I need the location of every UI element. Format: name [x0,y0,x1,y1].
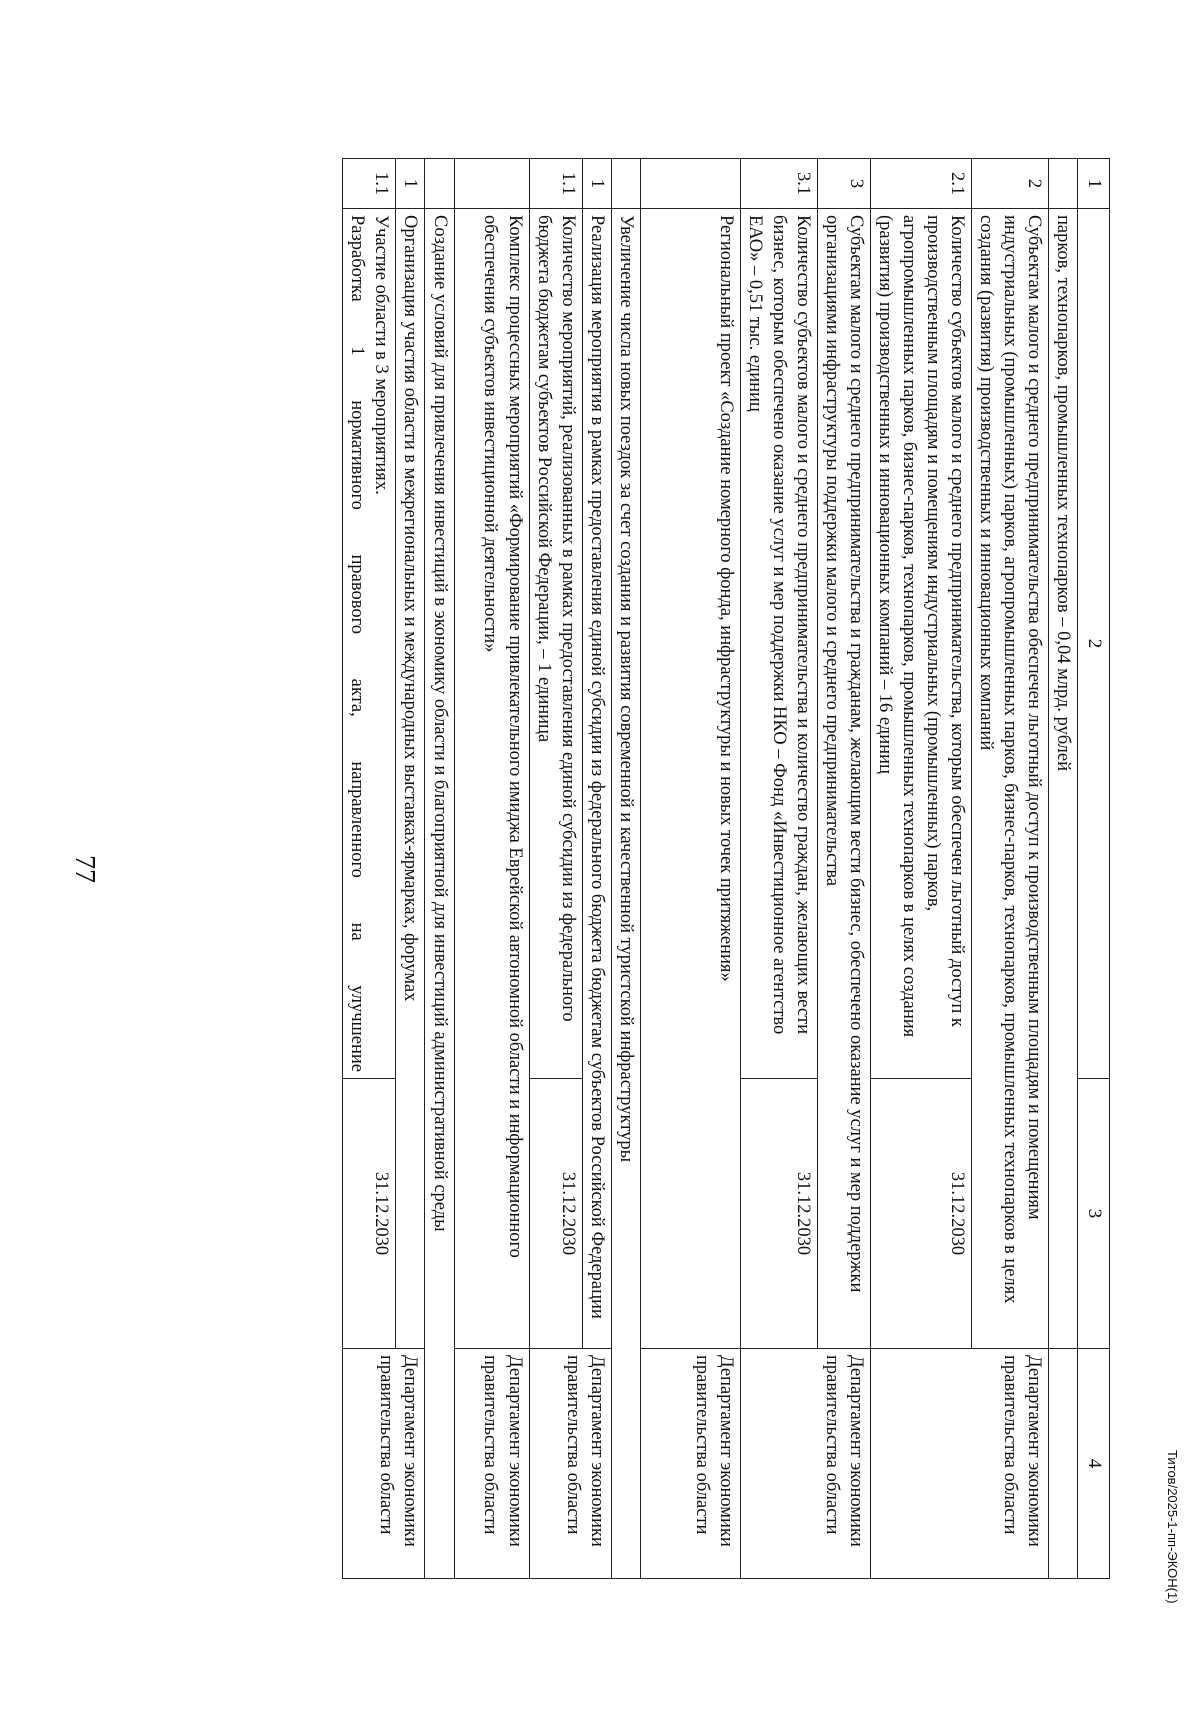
row-date: 31.12.2030 [870,1079,971,1349]
table-row [1049,159,1078,1579]
row-department: Департамент экономики правительства области [343,1349,425,1579]
row-text-line: Участие области в 3 мероприятиях. [371,215,392,495]
table-row [972,159,1049,1579]
regional-project-title: Региональный проект «Создание номерного фонда, инфраструктуры и новых точек притяжения» [640,209,740,1349]
process-complex-title: Комплекс процессных мероприятий «Формирование привлекательного имиджа Еврейской автономной области и информационного обеспечения субъектов инвестиционной деятельности» [454,209,529,1349]
row-text-cell [343,209,396,1079]
row-text: Реализация мероприятия в рамках предоставления единой субсидии из федерального бюджета бюджетам субъектов Российской Федерации [582,209,611,1349]
row-number: 3.1 [740,159,817,209]
section-row [425,159,454,1579]
table-row [817,159,870,1579]
header-col-4: 4 [1078,1349,1110,1579]
row-date: 31.12.2030 [740,1079,817,1349]
row-number: 3 [817,159,870,209]
row-text: Субъектам малого и среднего предпринимательства обеспечен льготный доступ к производственным площадям и помещениям индустриальных (промышленных) парков, агропромышленных парков, бизнес-парков, технопарков, промышленных технопарков в целях создания (развития) производственных и инновационных компаний [972,209,1049,1349]
row-text: Количество субъектов малого и среднего предпринимательства и количество граждан, желающих вести бизнес, которым обеспечено оказание услуг и мер поддержки НКО – Фонд «Инвестиционное агентство ЕАО» – 0,51 тыс. единиц [740,209,817,1079]
table-row [582,159,611,1579]
header-col-1: 1 [1078,159,1110,209]
row-text: Количество мероприятий, реализованных в рамках предоставления единой субсидии из федерального бюджета бюджетам субъектов Российской Федерации, – 1 единица [529,209,582,1079]
row-text-line: Разработка 1 нормативного правового акта, направленного на улучшение [347,215,368,1072]
section-row [611,159,640,1579]
row-text: Организация участия области в межрегиональных и международных выставках-ярмарках, форумах [396,209,425,1349]
row-department: Департамент экономики правительства области [740,1349,870,1579]
row-number: 2.1 [870,159,971,209]
section-title: Создание условий для привлечения инвестиций в экономику области и благоприятной для инвестиций административной среды [425,209,454,1579]
row-number: 1.1 [343,159,396,209]
table-row [454,159,529,1579]
document-code: Титов/2025-1-пп-ЭКОН(1) [1165,1450,1180,1604]
section-title: Увеличение числа новых поездок за счет создания и развития современной и качественной туристской инфраструктуры [611,209,640,1579]
row-department: Департамент экономики правительства области [529,1349,611,1579]
continuation-text: парков, технопарков, промышленных технопарков – 0,04 млрд. рублей [1049,209,1078,1349]
row-text: Субъектам малого и среднего предпринимательства и гражданам, желающим вести бизнес, обеспечено оказание услуг и мер поддержки организациями инфраструктуры поддержки малого и среднего предпринимательства [817,209,870,1349]
row-number: 1 [582,159,611,209]
page-number: 77 [69,855,100,883]
program-table [342,158,1110,1579]
header-col-3: 3 [1078,1079,1110,1349]
row-date: 31.12.2030 [343,1079,396,1349]
row-department: Департамент экономики правительства области [454,1349,529,1579]
rotated-page-content [342,158,1110,1578]
row-number: 1.1 [529,159,582,209]
row-date: 31.12.2030 [529,1079,582,1349]
row-text: Количество субъектов малого и среднего предпринимательства, которым обеспечен льготный доступ к производственным площадям и помещениям индустриальных (промышленных) парков, агропромышленных парков, бизнес-парков, технопарков, промышленных технопарков в целях создания (развития) производственных и инновационных компаний – 16 единиц [870,209,971,1079]
row-number: 2 [972,159,1049,209]
header-col-2: 2 [1078,209,1110,1079]
row-number: 1 [396,159,425,209]
row-department: Департамент экономики правительства области [870,1349,1048,1579]
table-header-row [1078,159,1110,1579]
row-department: Департамент экономики правительства области [640,1349,740,1579]
table-row [396,159,425,1579]
table-row [640,159,740,1579]
